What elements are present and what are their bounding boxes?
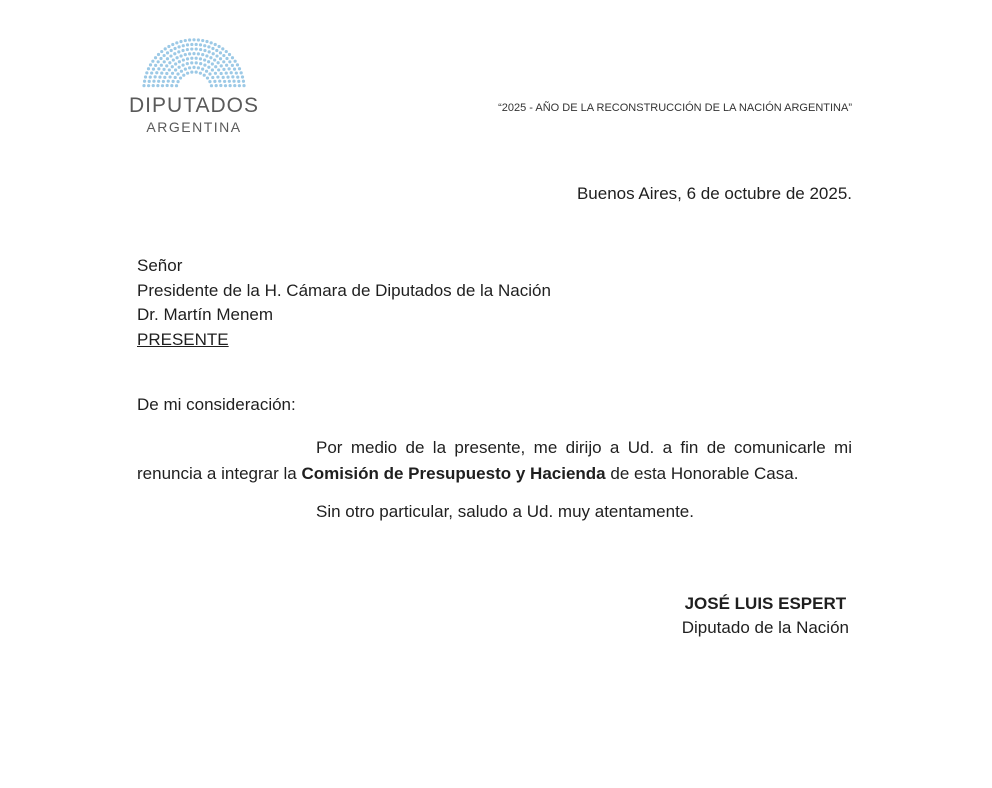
- addressee-name: Dr. Martín Menem: [137, 305, 274, 324]
- hemicycle-emblem-icon: [142, 36, 246, 92]
- diputados-logo: [128, 36, 260, 140]
- body-paragraph: [137, 435, 852, 487]
- signer-role: Diputado de la Nación: [681, 618, 849, 637]
- addressee-block: [137, 254, 551, 352]
- body-line-2-end: de esta Honorable Casa.: [605, 464, 799, 483]
- addressee-salutation: Señor: [137, 256, 183, 275]
- addressee-title: Presidente de la H. Cámara de Diputados de la Nación: [137, 280, 551, 300]
- letter-date: Buenos Aires, 6 de octubre de 2025.: [576, 184, 852, 203]
- committee-name: Comisión de Presupuesto y Hacienda: [301, 464, 606, 483]
- presente-label: PRESENTE: [137, 329, 229, 349]
- greeting: De mi consideración:: [137, 395, 296, 414]
- body-line-1: Por medio de la presente, me dirijo a Ud. a fin de comunicarle mi: [316, 438, 852, 457]
- signature-block: [682, 592, 849, 640]
- year-motto: “2025 - AÑO DE LA RECONSTRUCCIÓN DE LA NACIÓN ARGENTINA”: [498, 102, 852, 114]
- signer-name: JOSÉ LUIS ESPERT: [684, 594, 847, 613]
- logo-subtitle: ARGENTINA: [146, 119, 242, 135]
- body-line-2: [137, 461, 852, 487]
- closing-line: Sin otro particular, saludo a Ud. muy atentamente.: [316, 502, 694, 521]
- logo-title: DIPUTADOS: [129, 94, 259, 117]
- body-line-2-start: renuncia a integrar la: [137, 464, 302, 483]
